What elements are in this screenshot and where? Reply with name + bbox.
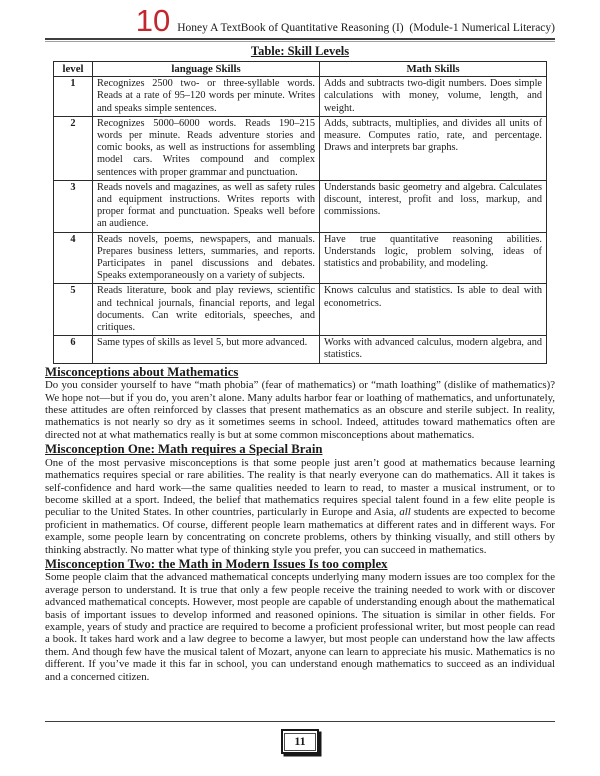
table-caption: Table: Skill Levels: [250, 44, 350, 58]
math-skills-cell: Adds and subtracts two-digit numbers. Does simple calculations with money, volume, length, and weight.: [320, 77, 547, 117]
column-header-math-skills: Math Skills: [320, 62, 547, 77]
table-row: [54, 116, 547, 180]
skill-levels-table: [53, 61, 547, 364]
language-skills-cell: Recognizes 2500 two- or three-syllable words. Reads at a rate of 95–120 words per minute. Writes and speaks simple sentences.: [93, 77, 320, 117]
level-cell: 1: [54, 77, 93, 117]
section-heading-misconception-two: Misconception Two: the Math in Modern Issues Is too complex: [45, 556, 388, 571]
math-skills-cell: Works with advanced calculus, modern algebra, and statistics.: [320, 336, 547, 363]
footer-rule: [45, 721, 555, 722]
level-cell: 5: [54, 284, 93, 336]
math-skills-cell: Knows calculus and statistics. Is able to deal with econometrics.: [320, 284, 547, 336]
header-rule: [45, 38, 555, 42]
header-title: Honey A TextBook of Quantitative Reasoning (I) (Module-1 Numerical Literacy): [177, 22, 555, 34]
section-heading-misconceptions: Misconceptions about Mathematics: [45, 364, 239, 379]
math-skills-cell: Have true quantitative reasoning abilities. Understands logic, problem solving, ideas of statistics and probability, and modeling.: [320, 232, 547, 284]
language-skills-cell: Same types of skills as level 5, but more advanced.: [93, 336, 320, 363]
language-skills-cell: Reads novels and magazines, as well as safety rules and equipment instructions. Writes reports with proper format and punctuation. Speaks well before an audience.: [93, 180, 320, 232]
math-skills-cell: Adds, subtracts, multiplies, and divides all units of measure. Computes ratio, rate, and percentage. Draws and interprets bar graphs.: [320, 116, 547, 180]
paragraph-misconception-two: Some people claim that the advanced mathematical concepts underlying many modern issues are too complex for the average person to understand. It is true that only a few people receive the training needed to work with or discover advanced mathematical concepts. However, most people are capable of understanding enough about the mathematical basis of important issues to develop informed and reasoned opinions. The situation is similar in other fields. For example, years of study and practice are required to become a proficient professional writer, but most people can read a book. It takes hard work and a law degree to become a lawyer, but most people can understand how the law affects them. And though few have the musical talent of Mozart, anyone can learn to appreciate his music. Mathematics is no different. If you’ve made it this far in school, you can understand enough mathematics to succeed as an individual and a concerned citizen.: [45, 571, 555, 683]
table-row: [54, 180, 547, 232]
footer: [0, 729, 600, 754]
language-skills-cell: Reads novels, poems, newspapers, and manuals. Prepares business letters, summaries, and reports. Participates in panel discussions and debates. Speaks extemporaneously on a variety of subjects.: [93, 232, 320, 284]
section-heading-misconception-one: Misconception One: Math requires a Special Brain: [45, 442, 323, 457]
column-header-language-skills: language Skills: [93, 62, 320, 77]
body-sections: [45, 365, 555, 683]
paragraph-text: One of the most pervasive misconceptions is that some people just aren’t good at mathematics because learning mathematics requires special or rare abilities. The reality is that nearly everyone can do mathematics. All it takes is self-confidence and hard work—the same qualities needed to learn to read, to master a musical instrument, or to become skilled at a sport. Indeed, the belief that mathematics requires special talent found in a few elite people is peculiar to the United States. In other countries, particularly in Europe and Asia,: [45, 456, 555, 519]
table-row: [54, 77, 547, 117]
footer-page-number-box: [281, 729, 319, 754]
table-row: [54, 336, 547, 363]
table-header-row: [54, 62, 547, 77]
table-row: [54, 284, 547, 336]
level-cell: 2: [54, 116, 93, 180]
level-cell: 4: [54, 232, 93, 284]
page-header: [45, 5, 555, 36]
level-cell: 3: [54, 180, 93, 232]
math-skills-cell: Understands basic geometry and algebra. Calculates discount, interest, profit and loss, markup, and commissions.: [320, 180, 547, 232]
language-skills-cell: Recognizes 5000–6000 words. Reads 190–215 words per minute. Reads adventure stories and comic books, as well as instructions for assembling model cars. Writes compound and complex sentences with proper grammar and punctuation.: [93, 116, 320, 180]
column-header-level: level: [54, 62, 93, 77]
level-cell: 6: [54, 336, 93, 363]
table-row: [54, 232, 547, 284]
footer-page-number: 11: [284, 733, 315, 751]
header-page-number: 10: [135, 3, 171, 38]
paragraph-misconceptions: Do you consider yourself to have “math phobia” (fear of mathematics) or “math loathing” (dislike of mathematics)? We hope not—but if you do, you aren’t alone. Many adults harbor fear or loathing of mathematics, and unfortunately, these attitudes are often reinforced by classes that present mathematics as an obscure and sterile subject. In reality, mathematics is not nearly so dry as it sometimes seems in school. Indeed, attitudes toward mathematics often are directed not at what mathematics really is but at some common misconceptions about mathematics.: [45, 379, 555, 441]
paragraph-text: students are expected to become proficient in mathematics. Of course, different people learn mathematics at different rates and in different ways. For example, some people learn by concentrating on concrete problems, others by thinking visually, and still others by thinking abstractly. No matter what type of thinking style you prefer, you can succeed in mathematics.: [45, 506, 555, 556]
language-skills-cell: Reads literature, book and play reviews, scientific and technical journals, financial reports, and legal documents. Can write editorials, speeches, and critiques.: [93, 284, 320, 336]
paragraph-misconception-one: [45, 457, 555, 556]
italic-word: all: [399, 506, 411, 519]
